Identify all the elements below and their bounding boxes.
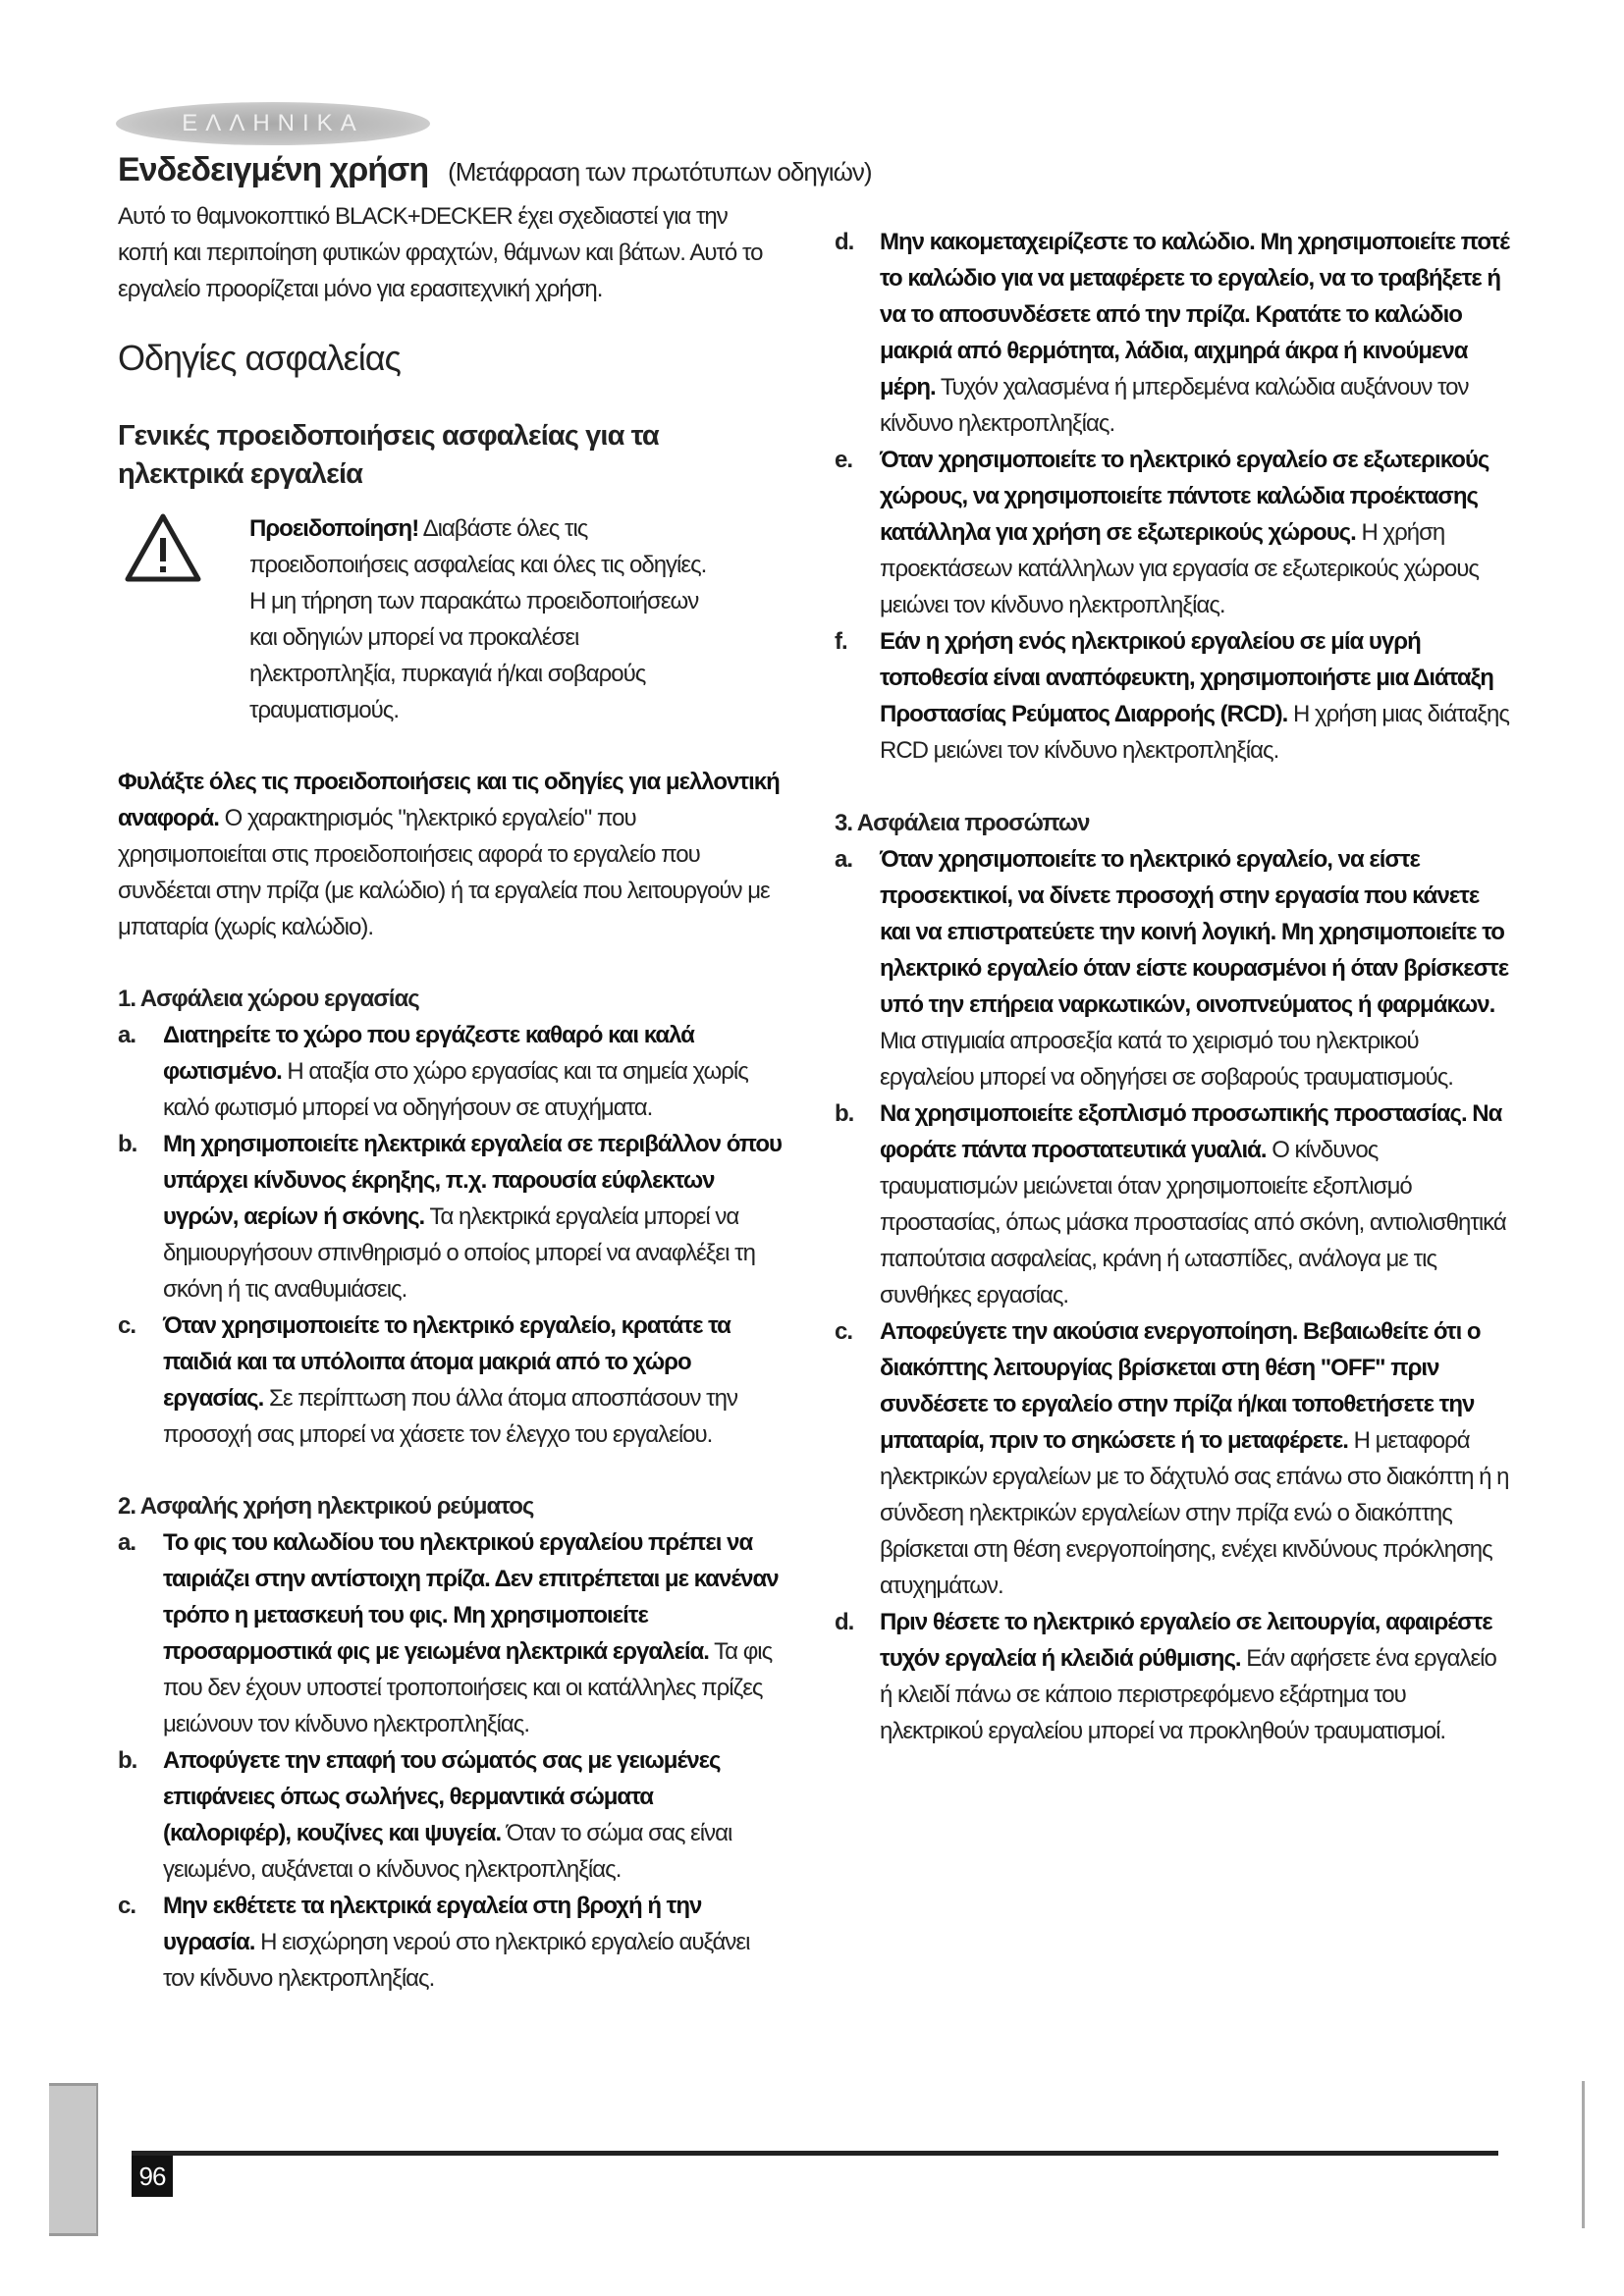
page-number: 96 <box>132 2156 173 2197</box>
list-item: f. Εάν η χρήση ενός ηλεκτρικού εργαλείου σε μία υγρή τοποθεσία είναι αναπόφευκτη, χρησιμοποιήστε μια Διάταξη Προστασίας Ρεύματος Διαρροής (RCD). Η χρήση μιας διάταξης RCD μειώνει τον κίνδυνο ηλεκτροπληξίας. <box>835 628 1509 764</box>
language-badge: ΕΛΛΗΝΙΚΑ <box>116 102 430 145</box>
section-2-continued <box>835 224 1512 769</box>
list-item: d. Μην κακομεταχειρίζεστε το καλώδιο. Μη χρησιμοποιείτε ποτέ το καλώδιο για να μεταφέρετε το εργαλείο, να το τραβήξετε ή να το αποσυνδέσετε από την πρίζα. Κρατάτε το καλώδιο μακριά από θερμότητα, λάδια, αιχμηρά άκρα ή κινούμενα μέρη. Τυχόν χαλασμένα ή μπερδεμένα καλώδια αυξάνουν τον κίνδυνο ηλεκτροπληξίας. <box>835 229 1509 437</box>
keep-instructions: Φυλάξτε όλες τις προειδοποιήσεις και τις οδηγίες για μελλοντική αναφορά. Ο χαρακτηρισμός "ηλεκτρικό εργαλείο" που χρησιμοποιείται στις προειδοποιήσεις αφορά το εργαλείο που συνδέεται στην πρίζα (με καλώδιο) ή τα εργαλεία που λειτουργούν με μπαταρία (χωρίς καλώδιο). <box>118 769 780 940</box>
title-row <box>118 147 872 194</box>
warning-block <box>118 510 785 728</box>
list-item: a. Το φις του καλωδίου του ηλεκτρικού εργαλείου πρέπει να ταιριάζει στην αντίστοιχη πρίζα. Δεν επιτρέπεται με κανέναν τρόπο η μετασκευή του φις. Μη χρησιμοποιείτε προσαρμοστικά φις με γειωμένα ηλεκτρικά εργαλεία. Τα φις που δεν έχουν υποστεί τροποποιήσεις και οι κατάλληλες πρίζες μειώνουν τον κίνδυνο ηλεκτροπληξίας. <box>118 1529 779 1737</box>
section-1 <box>118 981 785 1453</box>
list-item: a. Όταν χρησιμοποιείτε το ηλεκτρικό εργαλείο, να είστε προσεκτικοί, να δίνετε προσοχή στην εργασία που κάνετε και να επιστρατεύετε την κοινή λογική. Μη χρησιμοποιείτε το ηλεκτρικό εργαλείο όταν είστε κουρασμένοι ή όταν βρίσκεστε υπό την επήρεια ναρκωτικών, οινοπνεύματος ή φαρμάκων. Μια στιγμιαία απροσεξία κατά το χειρισμό του ηλεκτρικού εργαλείου μπορεί να οδηγήσει σε σοβαρούς τραυματισμούς. <box>835 846 1509 1091</box>
section-title: 2. Ασφαλής χρήση ηλεκτρικού ρεύματος <box>118 1493 534 1520</box>
safety-heading: Οδηγίες ασφαλείας <box>118 338 401 378</box>
section-3 <box>835 805 1512 1749</box>
right-column <box>835 224 1512 1749</box>
page-subtitle: (Μετάφραση των πρωτότυπων οδηγιών) <box>448 157 872 187</box>
warning-icon <box>124 512 202 583</box>
section-title: 1. Ασφάλεια χώρου εργασίας <box>118 986 419 1012</box>
side-tab <box>49 2083 98 2236</box>
general-heading: Γενικές προειδοποιήσεις ασφαλείας για τα ηλεκτρικά εργαλεία <box>118 420 659 490</box>
intro-paragraph: Αυτό το θαμνοκοπτικό BLACK+DECKER έχει σχεδιαστεί για την κοπή και περιποίηση φυτικών φραχτών, θάμνων και βάτων. Αυτό το εργαλείο προορίζεται μόνο για ερασιτεχνική χρήση. <box>118 203 763 302</box>
list-item: c. Όταν χρησιμοποιείτε το ηλεκτρικό εργαλείο, κρατάτε τα παιδιά και τα υπόλοιπα άτομα μακριά από το χώρο εργασίας. Σε περίπτωση που άλλα άτομα αποσπάσουν την προσοχή σας μπορεί να χάσετε τον έλεγχο του εργαλείου. <box>118 1312 737 1448</box>
footer-rule <box>132 2151 1498 2156</box>
right-edge-line <box>1582 2081 1585 2228</box>
list-item: d. Πριν θέσετε το ηλεκτρικό εργαλείο σε λειτουργία, αφαιρέστε τυχόν εργαλεία ή κλειδιά ρύθμισης. Εάν αφήσετε ένα εργαλείο ή κλειδί πάνω σε κάποιο περιστρεφόμενο εξάρτημα του ηλεκτρικού εργαλείου μπορεί να προκληθούν τραυματισμοί. <box>835 1609 1496 1744</box>
list-item: b. Να χρησιμοποιείτε εξοπλισμό προσωπικής προστασίας. Να φοράτε πάντα προστατευτικά γυαλιά. Ο κίνδυνος τραυματισμών μειώνεται όταν χρησιμοποιείτε εξοπλισμό προστασίας, όπως μάσκα προστασίας από σκόνη, αντιολισθητικά παπούτσια ασφαλείας, κράνη ή ωτασπίδες, ανάλογα με τις συνθήκες εργασίας. <box>835 1100 1506 1308</box>
list-item: a. Διατηρείτε το χώρο που εργάζεστε καθαρό και καλά φωτισμένο. Η αταξία στο χώρο εργασίας και τα σημεία χωρίς καλό φωτισμό μπορεί να οδηγήσουν σε ατυχήματα. <box>118 1022 748 1121</box>
list-item: b. Μη χρησιμοποιείτε ηλεκτρικά εργαλεία σε περιβάλλον όπου υπάρχει κίνδυνος έκρηξης, π.χ. παρουσία εύφλεκτων υγρών, αερίων ή σκόνης. Τα ηλεκτρικά εργαλεία μπορεί να δημιουργήσουν σπινθηρισμό ο οποίος μπορεί να αναφλέξει τη σκόνη ή τις αναθυμιάσεις. <box>118 1131 783 1303</box>
list-item: e. Όταν χρησιμοποιείτε το ηλεκτρικό εργαλείο σε εξωτερικούς χώρους, να χρησιμοποιείτε πάντοτε καλώδια προέκτασης κατάλληλα για χρήση σε εξωτερικούς χώρους. Η χρήση προεκτάσεων κατάλληλων για εργασία σε εξωτερικούς χώρους μειώνει τον κίνδυνο ηλεκτροπληξίας. <box>835 447 1489 618</box>
warning-text: Προειδοποίηση! Διαβάστε όλες τις προειδοποιήσεις ασφαλείας και όλες τις οδηγίες. Η μη τήρηση των παρακάτω προειδοποιήσεων και οδηγιών μπορεί να προκαλέσει ηλεκτροπληξία, πυρκαγιά ή/και σοβαρούς τραυματισμούς. <box>249 515 707 723</box>
section-title: 3. Ασφάλεια προσώπων <box>835 810 1090 836</box>
section-2 <box>118 1488 785 1997</box>
list-item: b. Αποφύγετε την επαφή του σώματός σας με γειωμένες επιφάνειες όπως σωλήνες, θερμαντικά σώματα (καλοριφέρ), κουζίνες και ψυγεία. Όταν το σώμα σας είναι γειωμένο, αυξάνεται ο κίνδυνος ηλεκτροπληξίας. <box>118 1747 732 1883</box>
page-title: Ενδεδειγμένη χρήση <box>118 151 429 188</box>
list-item: c. Μην εκθέτετε τα ηλεκτρικά εργαλεία στη βροχή ή την υγρασία. Η εισχώρηση νερού στο ηλεκτρικό εργαλείο αυξάνει τον κίνδυνο ηλεκτροπληξίας. <box>118 1893 750 1992</box>
list-item: c. Αποφεύγετε την ακούσια ενεργοποίηση. Βεβαιωθείτε ότι ο διακόπτης λειτουργίας βρίσκεται στη θέση "OFF" πριν συνδέσετε το εργαλείο στην πρίζα ή/και τοποθετήσετε την μπαταρία, πριν το σηκώσετε ή το μεταφέρετε. Η μεταφορά ηλεκτρικών εργαλείων με το δάχτυλό σας επάνω στο διακόπτη ή η σύνδεση ηλεκτρικών εργαλείων στην πρίζα ενώ ο διακόπτης βρίσκεται στη θέση ενεργοποίησης, ενέχει κινδύνους πρόκλησης ατυχημάτων. <box>835 1318 1509 1599</box>
left-column <box>118 147 872 1997</box>
